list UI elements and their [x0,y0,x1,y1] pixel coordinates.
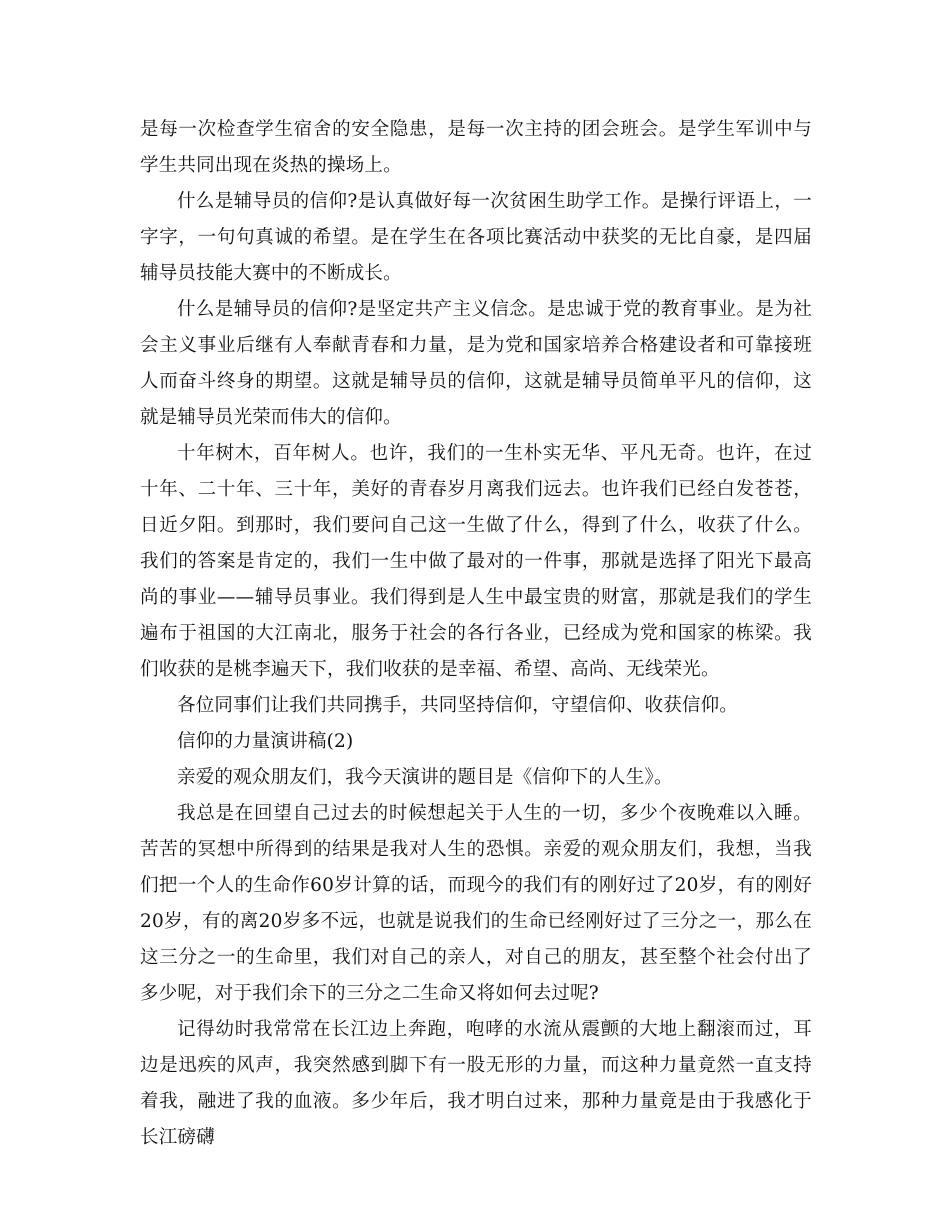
paragraph-childhood-memory: 记得幼时我常常在长江边上奔跑，咆哮的水流从震颤的大地上翻滚而过，耳边是迅疾的风声，我突然感到脚下有一股无形的力量，而这种力量竟然一直支持着我，融进了我的血液。多少年后，我才明白过来，那种力量竟是由于我感化于长江磅礴 [140,1019,812,1148]
paragraph-greeting: 亲爱的观众朋友们，我今天演讲的题目是《信仰下的人生》。 [177,767,673,788]
document-body [140,112,812,1156]
paragraph-closing-call: 各位同事们让我们共同携手，共同坚持信仰，守望信仰、收获信仰。 [177,695,739,716]
paragraph-continuation: 是每一次检查学生宿舍的安全隐患，是每一次主持的团会班会。是学生军训中与学生共同出现在炎热的操场上。 [140,119,812,176]
speech-heading: 信仰的力量演讲稿(2) [177,731,354,752]
paragraph-ten-years: 十年树木，百年树人。也许，我们的一生朴实无华、平凡无奇。也许，在过十年、二十年、三十年，美好的青春岁月离我们远去。也许我们已经白发苍苍，日近夕阳。到那时，我们要问自己这一生做了什么，得到了什么，收获了什么。我们的答案是肯定的，我们一生中做了最对的一件事，那就是选择了阳光下最高尚的事业——辅导员事业。我们得到是人生中最宝贵的财富，那就是我们的学生遍布于祖国的大江南北，服务于社会的各行各业，已经成为党和国家的栋梁。我们收获的是桃李遍天下，我们收获的是幸福、希望、高尚、无线荣光。 [140,443,812,680]
paragraph-counselor-belief-1: 什么是辅导员的信仰?是认真做好每一次贫困生助学工作。是操行评语上，一字字，一句句真诚的希望。是在学生在各项比赛活动中获奖的无比自豪，是四届辅导员技能大赛中的不断成长。 [140,191,812,284]
paragraph-life-reflection: 我总是在回望自己过去的时候想起关于人生的一切，多少个夜晚难以入睡。苦苦的冥想中所得到的结果是我对人生的恐惧。亲爱的观众朋友们，我想，当我们把一个人的生命作60岁计算的话，而现今的我们有的刚好过了20岁，有的刚好20岁，有的离20岁多不远，也就是说我们的生命已经刚好过了三分之一，那么在这三分之一的生命里，我们对自己的亲人，对自己的朋友，甚至整个社会付出了多少呢，对于我们余下的三分之二生命又将如何去过呢? [140,803,812,1004]
paragraph-counselor-belief-2: 什么是辅导员的信仰?是坚定共产主义信念。是忠诚于党的教育事业。是为社会主义事业后继有人奉献青春和力量，是为党和国家培养合格建设者和可靠接班人而奋斗终身的期望。这就是辅导员的信仰，这就是辅导员简单平凡的信仰，这就是辅导员光荣而伟大的信仰。 [140,299,812,428]
